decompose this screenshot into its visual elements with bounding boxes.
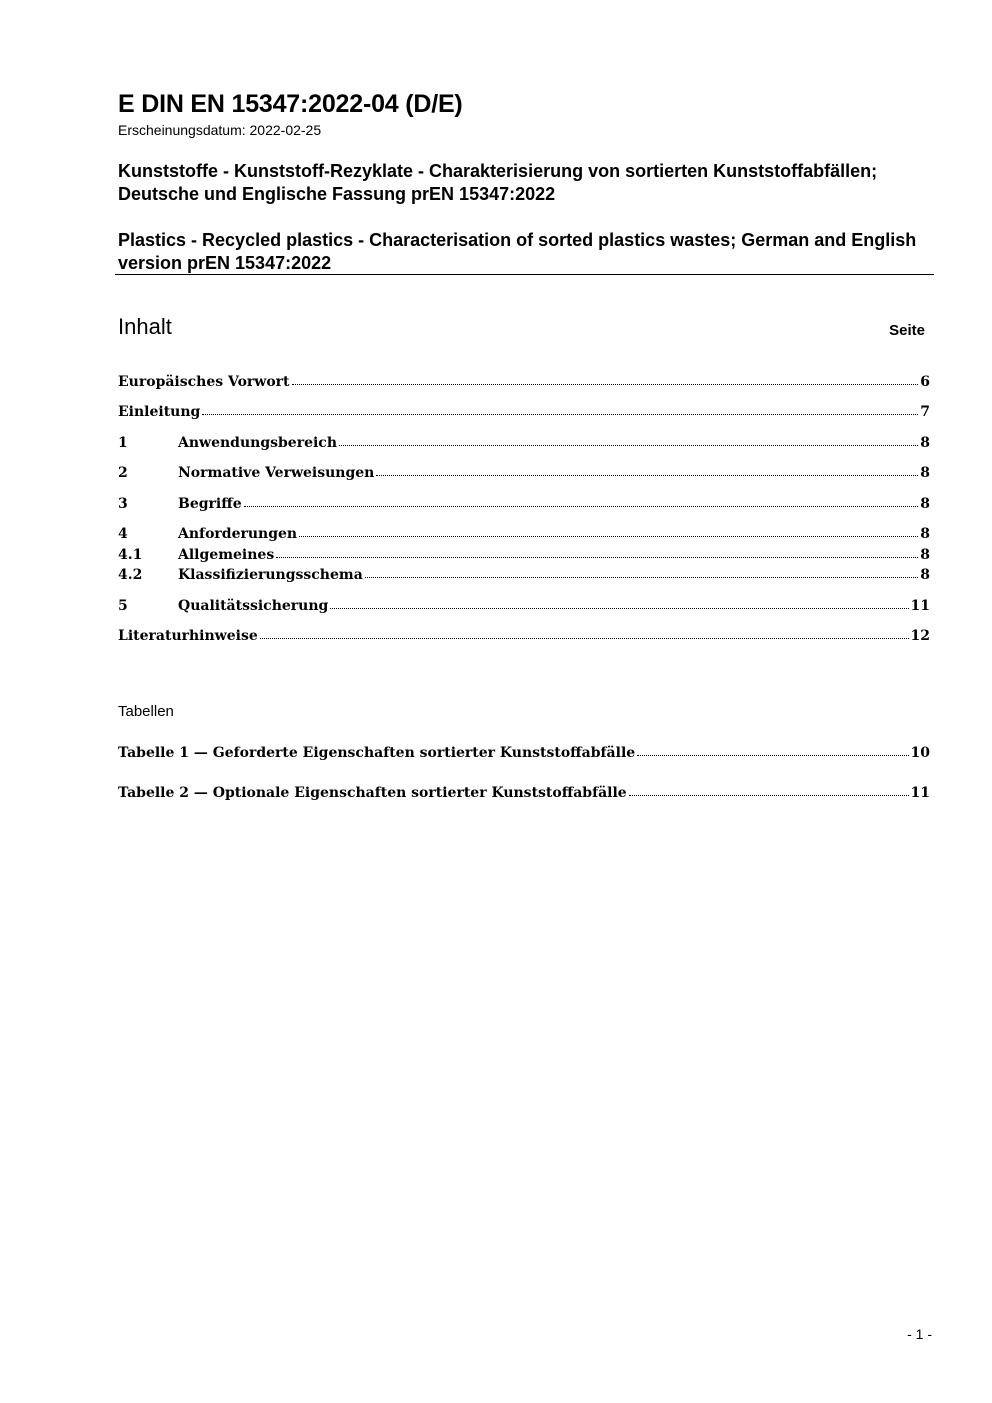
header-divider [115, 274, 934, 275]
toc-entry-begriffe[interactable] [118, 492, 930, 512]
toc-leader-dots [365, 577, 918, 578]
toc-entry-number: 2 [118, 465, 128, 481]
toc-entry-normative-verweisungen[interactable] [118, 461, 930, 481]
toc-entry-number: 4 [118, 526, 128, 542]
publication-date: Erscheinungsdatum: 2022-02-25 [118, 122, 322, 138]
document-id: E DIN EN 15347:2022-04 (D/E) [118, 90, 463, 118]
toc-page-column-label: Seite [889, 322, 925, 339]
table-entry-2[interactable] [118, 781, 930, 801]
toc-entry-literaturhinweise[interactable] [118, 624, 930, 644]
toc-entry-label: Europäisches Vorwort [118, 374, 290, 390]
toc-entry-page: 8 [920, 435, 930, 451]
toc-entry-number: 5 [118, 598, 128, 614]
toc-leader-dots [637, 755, 908, 756]
toc-entry-page: 12 [910, 628, 930, 644]
toc-entry-page: 11 [910, 598, 930, 614]
toc-entry-page: 7 [920, 404, 930, 420]
toc-entry-page: 8 [920, 496, 930, 512]
toc-entry-page: 6 [920, 374, 930, 390]
toc-entry-label: Qualitätssicherung [178, 598, 329, 614]
toc-entry-label: Literaturhinweise [118, 628, 258, 644]
toc-entry-page: 8 [920, 567, 930, 583]
toc-entry-page: 8 [920, 465, 930, 481]
title-german: Kunststoffe - Kunststoff-Rezyklate - Charakterisierung von sortierten Kunststoffabfällen; Deutsche und Englische Fassung prEN 15347:2022 [118, 161, 878, 204]
toc-entry-allgemeines[interactable] [118, 543, 930, 563]
tables-heading: Tabellen [118, 703, 174, 720]
toc-entry-number: 4.1 [118, 547, 143, 563]
toc-entry-label: Anforderungen [178, 526, 298, 542]
toc-leader-dots [299, 536, 918, 537]
table-entry-label: Tabelle 2 — Optionale Eigenschaften sortierter Kunststoffabfälle [118, 785, 627, 801]
toc-entry-label: Anwendungsbereich [178, 435, 337, 451]
toc-entry-number: 1 [118, 435, 128, 451]
toc-entry-label: Allgemeines [178, 547, 275, 563]
table-entry-1[interactable] [118, 741, 930, 761]
toc-entry-page: 8 [920, 547, 930, 563]
toc-leader-dots [292, 384, 919, 385]
toc-entry-number: 3 [118, 496, 128, 512]
toc-heading: Inhalt [118, 314, 172, 339]
toc-leader-dots [244, 506, 919, 507]
toc-entry-label: Einleitung [118, 404, 201, 420]
toc-entry-label: Klassifizierungsschema [178, 567, 363, 583]
toc-leader-dots [339, 445, 918, 446]
toc-entry-qualitaetssicherung[interactable] [118, 594, 930, 614]
toc-leader-dots [260, 638, 909, 639]
toc-entry-number: 4.2 [118, 567, 143, 583]
toc-entry-page: 8 [920, 526, 930, 542]
toc-entry-label: Normative Verweisungen [178, 465, 375, 481]
toc-leader-dots [330, 608, 908, 609]
toc-leader-dots [376, 475, 918, 476]
toc-entry-einleitung[interactable] [118, 400, 930, 420]
toc-leader-dots [202, 414, 918, 415]
title-english: Plastics - Recycled plastics - Characterisation of sorted plastics wastes; German and English version prEN 15347:2022 [118, 230, 917, 273]
page-number: - 1 - [907, 1326, 932, 1342]
table-entry-page: 11 [910, 785, 930, 801]
toc-entry-europaeisches-vorwort[interactable] [118, 370, 930, 390]
toc-entry-klassifizierungsschema[interactable] [118, 563, 930, 583]
table-entry-label: Tabelle 1 — Geforderte Eigenschaften sortierter Kunststoffabfälle [118, 745, 636, 761]
table-entry-page: 10 [910, 745, 930, 761]
toc-leader-dots [629, 795, 909, 796]
toc-entry-label: Begriffe [178, 496, 242, 512]
toc-entry-anwendungsbereich[interactable] [118, 431, 930, 451]
toc-leader-dots [276, 557, 918, 558]
toc-entry-anforderungen[interactable] [118, 522, 930, 542]
